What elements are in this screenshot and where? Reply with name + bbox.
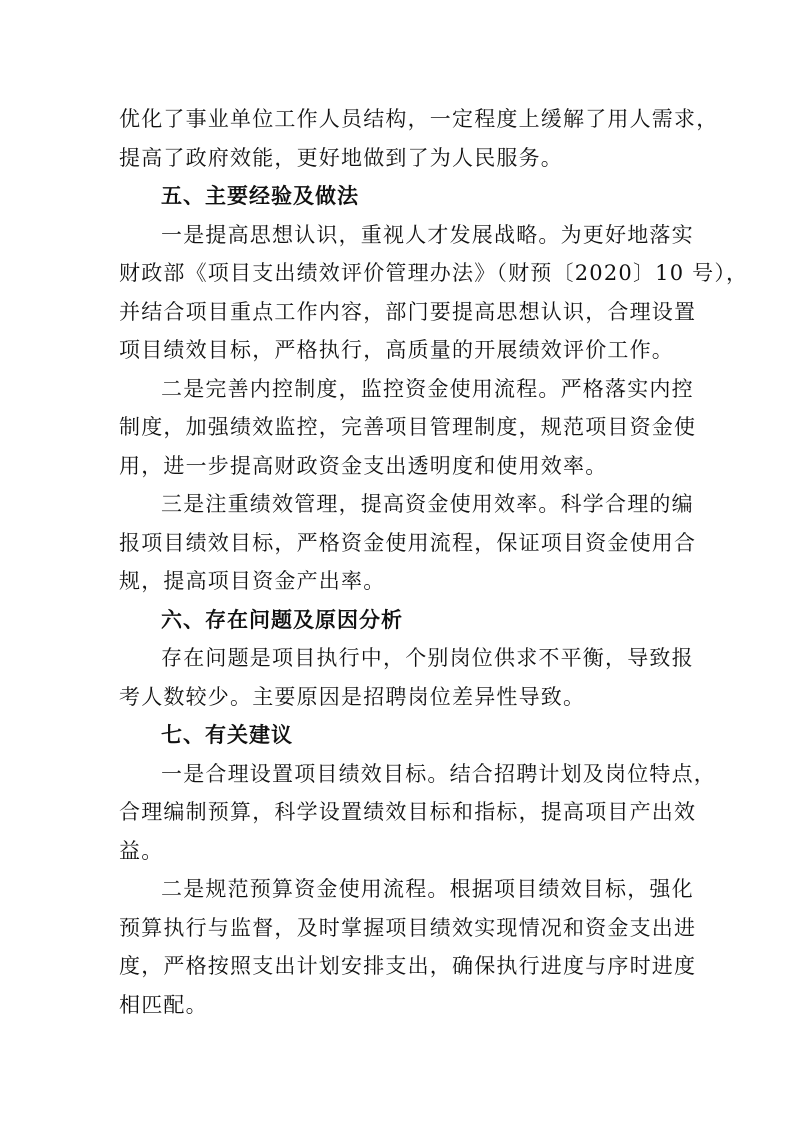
body-line: 规，提高项目资金产出率。 [119, 569, 386, 593]
body-line: 益。 [119, 838, 164, 863]
body-line: 一是提高思想认识，重视人才发展战略。为更好地落实 [161, 222, 694, 247]
body-line: 财政部《项目支出绩效评价管理办法》（财预〔2020〕10 号）， [119, 261, 749, 285]
section-heading-5: 五、主要经验及做法 [161, 184, 359, 208]
document-body [119, 100, 749, 1024]
body-line: 用，进一步提高财政资金支出透明度和使用效率。 [119, 453, 608, 478]
body-line: 项目绩效目标，严格执行，高质量的开展绩效评价工作。 [119, 338, 674, 362]
body-line: 一是合理设置项目绩效目标。结合招聘计划及岗位特点， [161, 761, 716, 786]
body-line: 存在问题是项目执行中，个别岗位供求不平衡，导致报 [161, 646, 694, 670]
body-line: 并结合项目重点工作内容，部门要提高思想认识，合理设置 [119, 299, 697, 324]
body-line: 考人数较少。主要原因是招聘岗位差异性导致。 [119, 684, 586, 709]
body-line: 三是注重绩效管理，提高资金使用效率。科学合理的编 [161, 492, 694, 516]
body-line: 制度，加强绩效监控，完善项目管理制度，规范项目资金使 [119, 415, 697, 439]
body-line: 二是完善内控制度，监控资金使用流程。严格落实内控 [161, 376, 694, 401]
body-line: 二是规范预算资金使用流程。根据项目绩效目标，强化 [161, 877, 694, 901]
body-line: 合理编制预算，科学设置绩效目标和指标，提高项目产出效 [119, 800, 697, 824]
body-line: 相匹配。 [119, 992, 208, 1017]
body-line: 度，严格按照支出计划安排支出，确保执行进度与序时进度 [119, 954, 697, 978]
body-line: 优化了事业单位工作人员结构，一定程度上缓解了用人需求， [119, 107, 719, 131]
body-line: 报项目绩效目标，严格资金使用流程，保证项目资金使用合 [119, 530, 697, 555]
body-line: 预算执行与监督，及时掌握项目绩效实现情况和资金支出进 [119, 915, 697, 940]
body-line: 提高了政府效能，更好地做到了为人民服务。 [119, 145, 563, 170]
section-heading-6: 六、存在问题及原因分析 [161, 607, 403, 632]
section-heading-7: 七、有关建议 [161, 723, 293, 747]
